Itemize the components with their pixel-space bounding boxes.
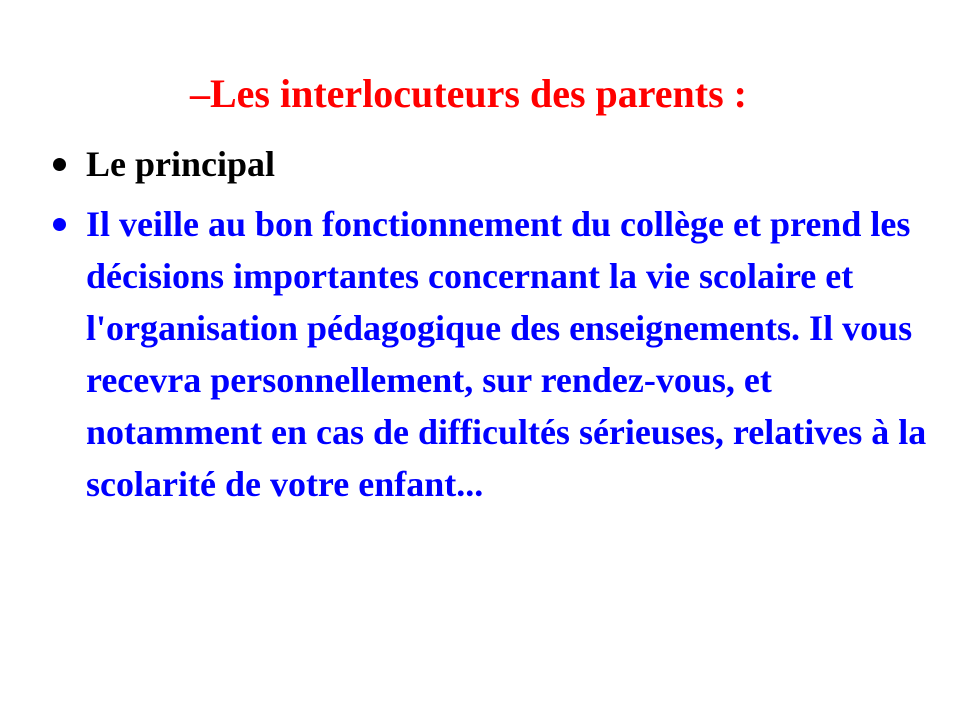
bullet-dot-icon	[53, 218, 66, 231]
bullet-text: Il veille au bon fonctionnement du collège et prend les décisions importantes concernant la vie scolaire et l'organisation pédagogique des enseignements. Il vous recevra personnellement, sur rendez-vous, et notamment en cas de difficultés sérieuses, relatives à la scolarité de votre enfant...	[86, 204, 927, 504]
bullet-item-description	[0, 198, 960, 510]
bullet-item-principal	[0, 138, 960, 190]
bullet-dot-icon	[53, 158, 66, 171]
slide-title: –Les interlocuteurs des parents :	[190, 71, 747, 116]
bullet-list	[0, 138, 960, 510]
bullet-text: Le principal	[86, 144, 276, 184]
